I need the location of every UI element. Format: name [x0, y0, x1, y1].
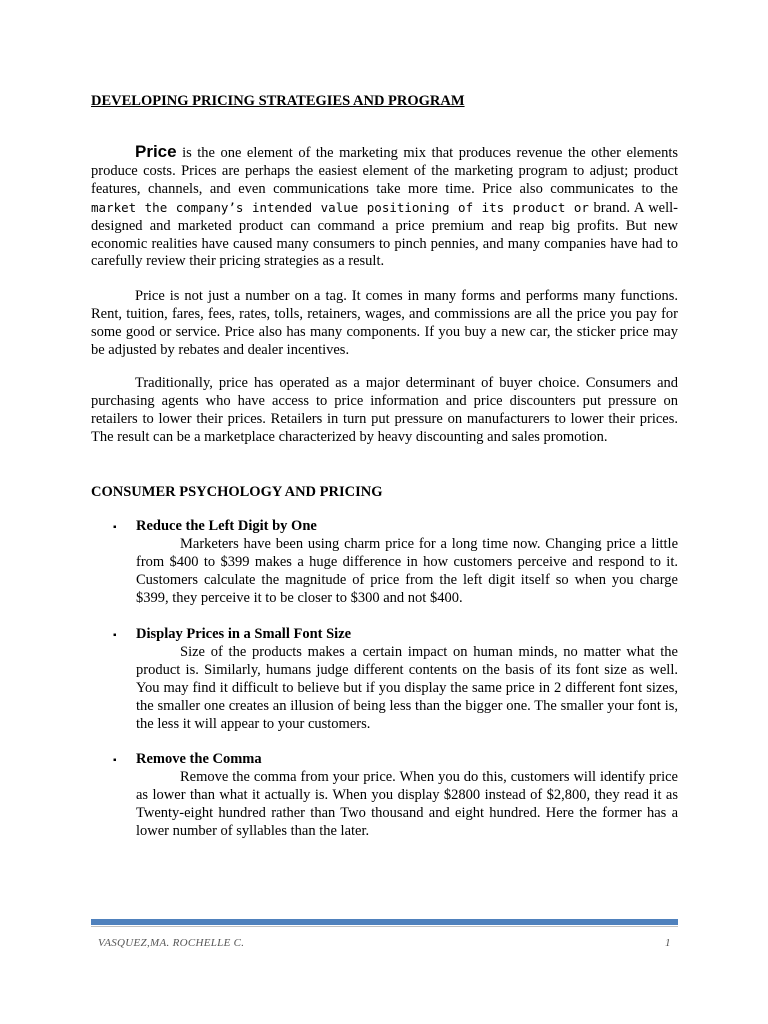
- intro-p1-text-b: brand. A well-designed and marketed product can command a price premium and reap big profits. But new economic realities have caused many consumers to pinch pennies, and many companies have had to carefully review their pricing strategies as a result.: [91, 199, 678, 270]
- intro-paragraph-3: [91, 375, 678, 447]
- footer-author: VASQUEZ,MA. ROCHELLE C.: [98, 937, 245, 949]
- bullet-text-2: [136, 644, 678, 734]
- intro-paragraph-1: [91, 143, 678, 271]
- intro-p1-text-mono: market the company’s intended value positioning of its product or: [91, 199, 589, 215]
- bullet-text-1-content: Marketers have been using charm price for a long time now. Changing price a little from $400 to $399 makes a huge difference in how customers perceive and respond to it. Customers calculate the magnitude of price from the left digit itself so when you charge $399, they perceive it to be closer to $300 and not $400.: [136, 536, 678, 606]
- bullet-text-2-content: Size of the products makes a certain impact on human minds, no matter what the product is. Similarly, humans judge different contents on the basis of its font size as well. You may find it difficult to believe but if you display the same price in 2 different font sizes, the smaller one creates an illusion of being less than the bigger one. The smaller your font is, the less it will appear to your customers.: [136, 644, 678, 732]
- bullet-text-1: [136, 536, 678, 608]
- intro-p2-text: Price is not just a number on a tag. It comes in many forms and performs many functions. Rent, tuition, fares, fees, rates, tolls, retainers, wages, and commissions are all the price you pay for some good or service. Price also has many components. If you buy a new car, the sticker price may be adjusted by rebates and dealer incentives.: [91, 288, 678, 358]
- footer-divider: [91, 926, 678, 927]
- section-heading: CONSUMER PSYCHOLOGY AND PRICING: [91, 484, 383, 500]
- bullet-marker: ▪: [113, 630, 117, 641]
- bullet-text-3-content: Remove the comma from your price. When you do this, customers will identify price as lower than what it actually is. When you display $2800 instead of $2,800, they read it as Twenty-eight hundred rather than Two thousand and eight hundred. Here the former has a lower number of syllables than the later.: [136, 769, 678, 839]
- intro-paragraph-2: [91, 288, 678, 360]
- intro-p3-text: Traditionally, price has operated as a major determinant of buyer choice. Consumers and purchasing agents who have access to price information and price discounters put pressure on retailers to lower their prices. Retailers in turn put pressure on manufacturers to lower their prices. The result can be a marketplace characterized by heavy discounting and sales promotion.: [91, 375, 678, 445]
- bullet-heading-1: Reduce the Left Digit by One: [136, 518, 317, 534]
- bullet-marker: ▪: [113, 755, 117, 766]
- footer-accent-bar: [91, 919, 678, 925]
- intro-p1-text-a: is the one element of the marketing mix that produces revenue the other elements produce costs. Prices are perhaps the easiest element of the marketing program to adjust; product features, channels, and even communications take more time. Price also communicates to the: [91, 145, 678, 197]
- bullet-heading-3: Remove the Comma: [136, 751, 262, 767]
- price-keyword: Price: [135, 142, 177, 161]
- bullet-text-3: [136, 769, 678, 841]
- page-number: 1: [665, 937, 671, 949]
- bullet-heading-2: Display Prices in a Small Font Size: [136, 626, 352, 642]
- document-title: DEVELOPING PRICING STRATEGIES AND PROGRAM: [91, 93, 465, 109]
- bullet-marker: ▪: [113, 522, 117, 533]
